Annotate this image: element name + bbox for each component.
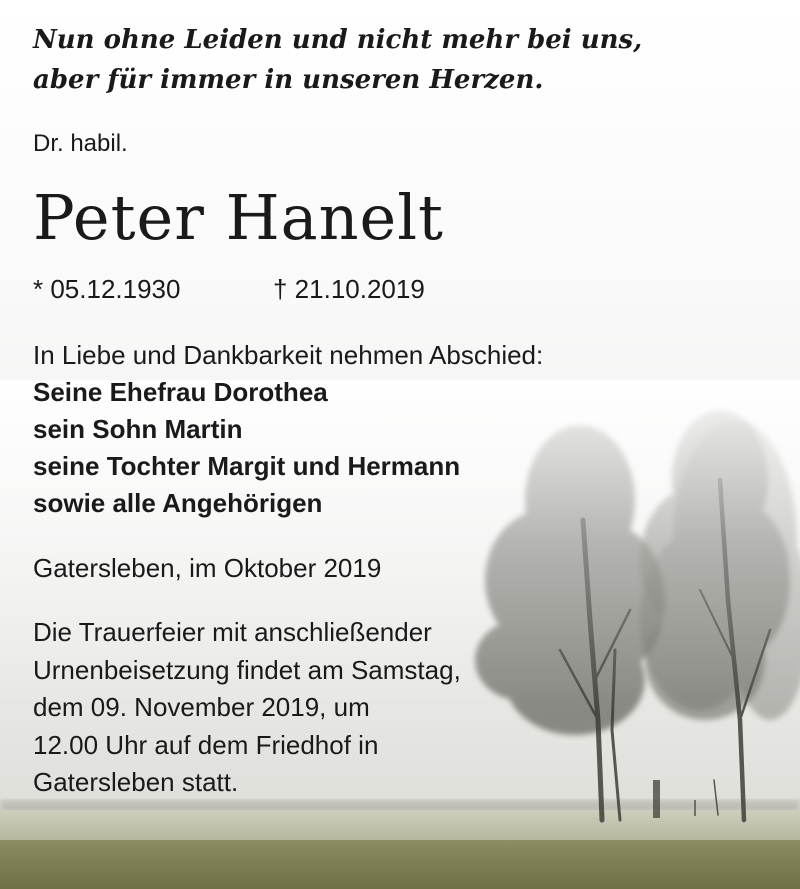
deceased-name: Peter Hanelt (33, 181, 444, 254)
memorial-motto (33, 20, 642, 100)
motto-line: aber für immer in unseren Herzen. (33, 65, 544, 95)
service-line: Die Trauerfeier mit anschließender (33, 617, 432, 647)
mourner-line: sein Sohn Martin (33, 414, 243, 444)
service-line: Urnenbeisetzung findet am Samstag, (33, 654, 461, 685)
service-line: 12.00 Uhr auf dem Friedhof in (33, 729, 379, 760)
farewell-section (33, 337, 543, 522)
service-line: Gatersleben statt. (33, 767, 239, 797)
service-line: dem 09. November 2019, um (33, 692, 370, 722)
funeral-service-info (33, 614, 461, 802)
life-dates (33, 274, 425, 305)
motto-line: Nun ohne Leiden und nicht mehr bei uns, (33, 25, 643, 55)
death-date: † 21.10.2019 (273, 274, 425, 304)
birth-date: * 05.12.1930 (33, 274, 181, 304)
mourner-line: seine Tochter Margit und Hermann (33, 451, 461, 481)
academic-title: Dr. habil. (33, 130, 128, 157)
farewell-intro: In Liebe und Dankbarkeit nehmen Abschied: (33, 340, 544, 370)
place-and-date: Gatersleben, im Oktober 2019 (33, 553, 382, 583)
mourner-line: Seine Ehefrau Dorothea (33, 377, 328, 407)
mourner-line: sowie alle Angehörigen (33, 488, 323, 518)
